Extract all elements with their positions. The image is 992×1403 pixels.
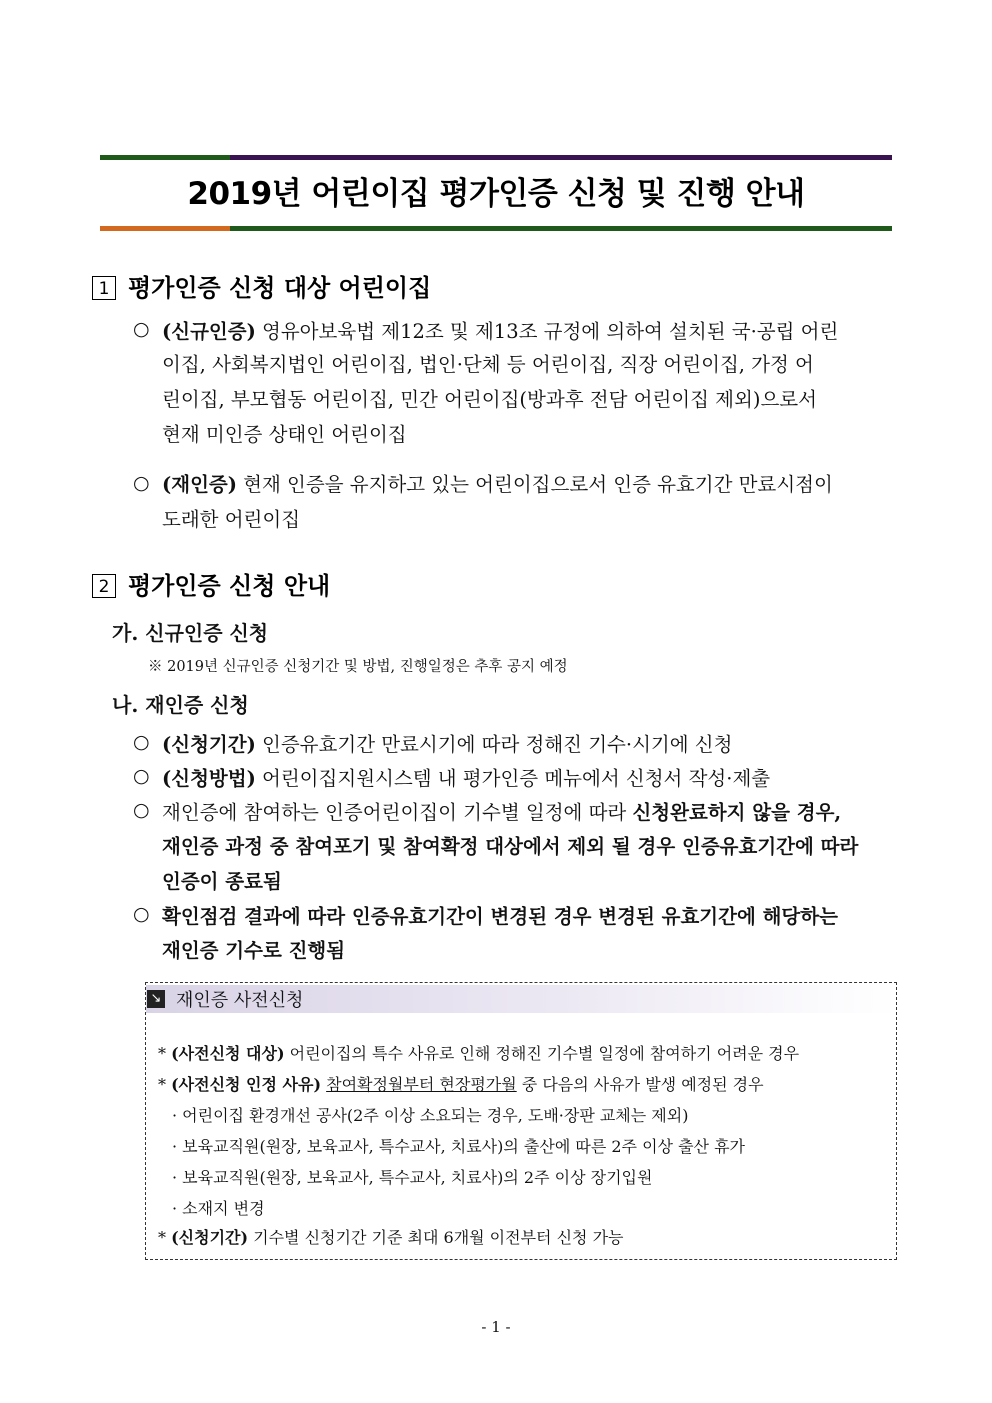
page-number: - 1 -: [481, 1318, 511, 1336]
bullet-icon: ○: [133, 903, 150, 925]
section-2-number: 2: [92, 574, 116, 598]
section-2-heading: [92, 566, 330, 601]
subsection-new-cert: 가. 신규인증 신청: [112, 621, 269, 645]
recert-label: (재인증): [162, 473, 237, 496]
bullet-icon: ○: [133, 318, 150, 340]
pre-application-title: 재인증 사전신청: [176, 990, 304, 1011]
new-cert-label: (신규인증): [162, 320, 256, 343]
bullet-icon: ○: [133, 472, 150, 494]
recert-line-1: (재인증) 현재 인증을 유지하고 있는 어린이집으로서 인증 유효기간 만료시점이: [162, 473, 833, 496]
recert-change-line-2: 재인증 기수로 진행됨: [162, 939, 346, 962]
header-top-bar-purple: [230, 155, 892, 160]
new-cert-line-1: (신규인증) 영유아보육법 제12조 및 제13조 규정에 의하여 설치된 국·공립 어린: [162, 320, 839, 343]
reason-item: · 소재지 변경: [172, 1199, 265, 1218]
bullet-icon: ○: [133, 799, 150, 821]
new-cert-line-4: 현재 미인증 상태인 어린이집: [162, 423, 407, 446]
section-1-heading: [92, 268, 431, 303]
header-top-bar-green: [100, 155, 230, 160]
section-1-number: 1: [92, 276, 116, 300]
bullet-icon: ○: [133, 765, 150, 787]
recert-method: (신청방법) 어린이집지원시스템 내 평가인증 메뉴에서 신청서 작성·제출: [162, 767, 771, 790]
arrow-down-right-icon: ↘: [147, 990, 165, 1008]
header-bottom-bar-green: [230, 226, 892, 231]
new-cert-line-3: 린이집, 부모협동 어린이집, 민간 어린이집(방과후 전담 어린이집 제외)으로서: [162, 388, 817, 411]
document-title: 2019년 어린이집 평가인증 신청 및 진행 안내: [187, 176, 805, 212]
bullet-icon: ○: [133, 731, 150, 753]
subsection-recert: 나. 재인증 신청: [112, 693, 249, 717]
recert-termination-line-1: 재인증에 참여하는 인증어린이집이 기수별 일정에 따라 신청완료하지 않을 경우,: [162, 801, 842, 824]
pre-application-period: * (신청기간) 기수별 신청기간 기준 최대 6개월 이전부터 신청 가능: [158, 1228, 624, 1247]
recert-termination-line-2: 재인증 과정 중 참여포기 및 참여확정 대상에서 제외 될 경우 인증유효기간에 따라: [162, 835, 859, 858]
reason-item: · 어린이집 환경개선 공사(2주 이상 소요되는 경우, 도배·장판 교체는 제외): [172, 1106, 689, 1125]
new-cert-note: ※ 2019년 신규인증 신청기간 및 방법, 진행일정은 추후 공지 예정: [148, 659, 568, 675]
recert-period: (신청기간) 인증유효기간 만료시기에 따라 정해진 기수·시기에 신청: [162, 733, 733, 756]
recert-line-2: 도래한 어린이집: [162, 508, 301, 531]
reason-item: · 보육교직원(원장, 보육교사, 특수교사, 치료사)의 출산에 따른 2주 이상 출산 휴가: [172, 1137, 746, 1156]
section-2-title: 평가인증 신청 안내: [128, 572, 331, 600]
pre-application-reason: * (사전신청 인정 사유) 참여확정월부터 현장평가월 중 다음의 사유가 발생 예정된 경우: [158, 1075, 764, 1094]
reason-item: · 보육교직원(원장, 보육교사, 특수교사, 치료사)의 2주 이상 장기입원: [172, 1168, 653, 1187]
section-1-title: 평가인증 신청 대상 어린이집: [128, 274, 432, 302]
header-bottom-bar-orange: [100, 226, 230, 231]
pre-application-target: * (사전신청 대상) 어린이집의 특수 사유로 인해 정해진 기수별 일정에 참여하기 어려운 경우: [158, 1044, 800, 1063]
new-cert-line-2: 이집, 사회복지법인 어린이집, 법인·단체 등 어린이집, 직장 어린이집, 가정 어: [162, 353, 814, 376]
recert-termination-line-3: 인증이 종료됨: [162, 870, 282, 893]
recert-change-line-1: 확인점검 결과에 따라 인증유효기간이 변경된 경우 변경된 유효기간에 해당하는: [162, 905, 838, 928]
